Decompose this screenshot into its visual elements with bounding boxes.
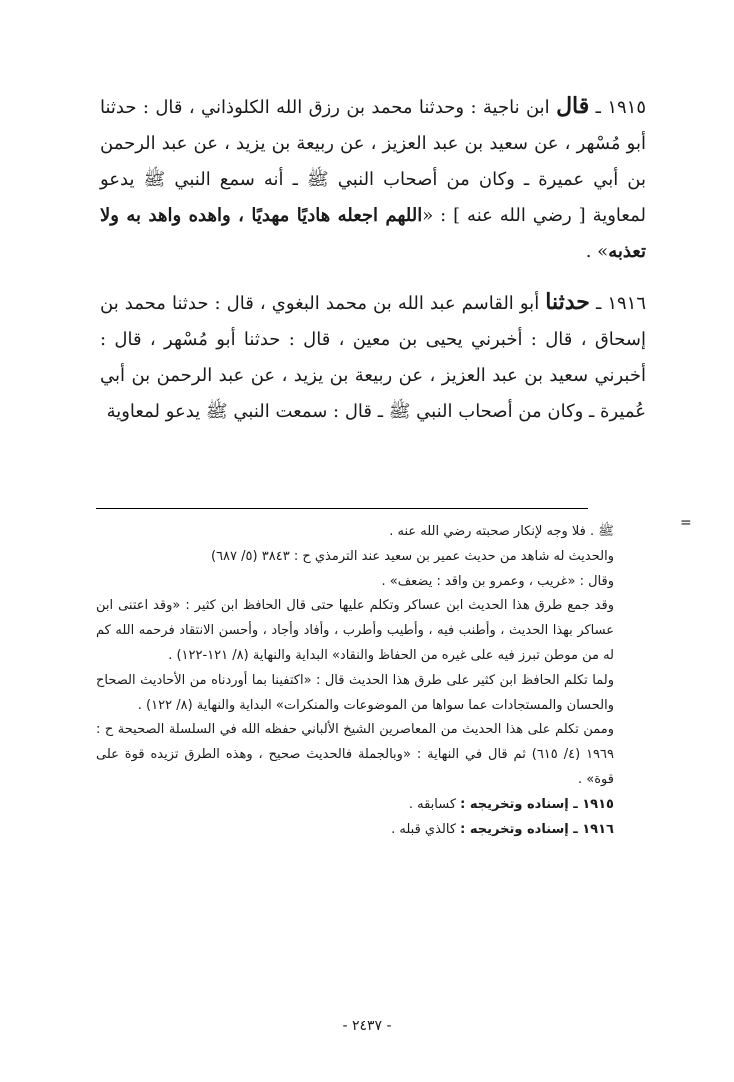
takhrij-label: ١٩١٥ ـ إسناده وتخريجه : <box>460 796 614 812</box>
hadith-1915 <box>100 88 646 270</box>
hadith-lead-word: حدثنا <box>545 289 590 315</box>
footnotes <box>96 520 614 842</box>
hadith-text-end: » . <box>585 241 609 262</box>
takhrij-text: كسابقه . <box>408 796 461 812</box>
hadith-lead-word: قال <box>556 93 590 119</box>
hadith-number: ١٩١٦ ـ <box>595 293 646 314</box>
footnote-continuation-marker: = <box>680 515 692 531</box>
takhrij-1915 <box>96 793 614 818</box>
footnote-paragraph: وممن تكلم على هذا الحديث من المعاصرين الشيخ الألباني حفظه الله في السلسلة الصحيحة ح : ١٩٦٩ (٤/ ٦١٥) ثم قال في النهاية : «وبالجملة فالحديث صحيح ، وهذه الطرق تزيده قوة على قوة» . <box>96 722 614 787</box>
footnote-line: وقال : «غريب ، وعمرو بن واقد : يضعف» . <box>381 573 614 589</box>
page-number: - ٢٤٣٧ - <box>342 1018 392 1034</box>
main-text <box>100 88 646 430</box>
takhrij-1916 <box>96 818 614 843</box>
footnote-line: ﷺ . فلا وجه لإنكار صحبته رضي الله عنه . <box>389 524 614 539</box>
hadith-number: ١٩١٥ ـ <box>595 97 646 118</box>
takhrij-label: ١٩١٦ ـ إسناده وتخريجه : <box>460 821 614 837</box>
hadith-text: ابن ناجية : وحدثنا محمد بن رزق الله الكلوذاني ، قال : حدثنا أبو مُسْهر ، عن سعيد بن عبد العزيز ، عن ربيعة بن يزيد ، عن عبد الرحمن بن أبي عميرة ـ وكان من أصحاب النبي ﷺ ـ أنه سمع النبي ﷺ يدعو لمعاوية [ رضي الله عنه ] : « <box>100 97 646 226</box>
footnote-separator <box>96 508 588 509</box>
footnote-paragraph: وقد جمع طرق هذا الحديث ابن عساكر وتكلم عليها حتى قال الحافظ ابن كثير : «وقد اعتنى ابن عساكر بهذا الحديث ، وأطنب فيه ، وأطيب وأطرب ، وأفاد وأجاد ، وأحسن الانتقاد فرحمه الله كم له من موطن تبرز فيه على غيره من الحفاظ والنقاد» البداية والنهاية (٨/ ١٢١-١٢٢) . <box>96 598 614 663</box>
hadith-text: أبو القاسم عبد الله بن محمد البغوي ، قال : حدثنا محمد بن إسحاق ، قال : أخبرني يحيى بن معين ، قال : حدثنا أبو مُسْهر ، قال : أخبرني سعيد بن عبد العزيز ، عن ربيعة بن يزيد ، عن عبد الرحمن بن أبي عُميرة ـ وكان من أصحاب النبي ﷺ ـ قال : سمعت النبي ﷺ يدعو لمعاوية <box>100 293 646 422</box>
hadith-1916 <box>100 284 646 430</box>
takhrij-text: كالذي قبله . <box>391 821 461 837</box>
footnote-paragraph: ولما تكلم الحافظ ابن كثير على طرق هذا الحديث قال : «اكتفينا بما أوردناه من الأحاديث الصحاح والحسان والمستجادات عما سواها من الموضوعات والمنكرات» البداية والنهاية (٨/ ١٢٢) . <box>96 672 614 713</box>
hadith-dua: اللهم اجعله هاديًا مهديًا ، واهده واهد به ولا تعذبه <box>100 205 646 262</box>
footnote-line: والحديث له شاهد من حديث عمير بن سعيد عند الترمذي ح : ٣٨٤٣ (٥/ ٦٨٧) <box>211 548 614 564</box>
